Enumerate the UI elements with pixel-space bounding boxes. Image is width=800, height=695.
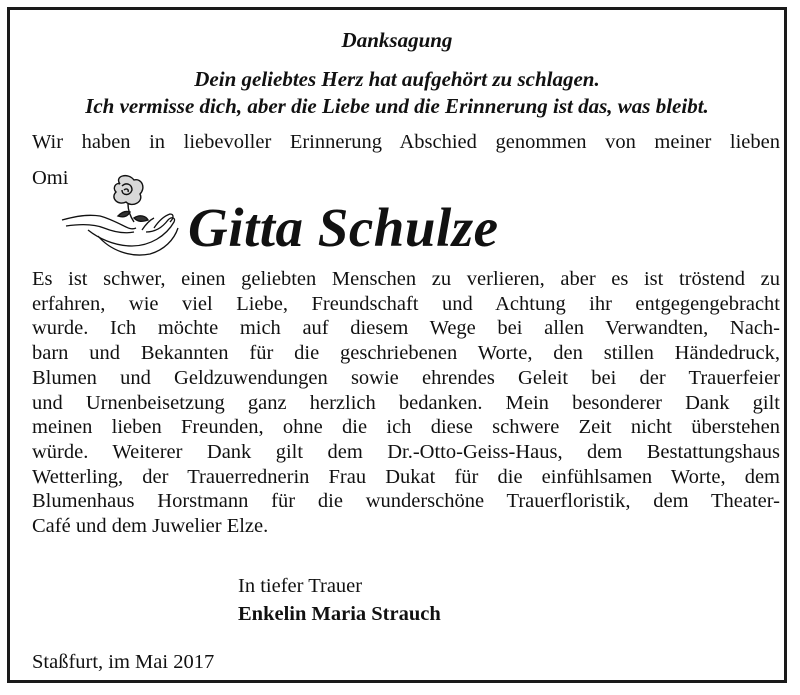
body-line: meinen lieben Freunden, ohne die ich diese schwere Zeit nicht überstehen	[32, 416, 780, 439]
rose-in-hands-icon	[58, 170, 182, 262]
motto-line-1: Dein geliebtes Herz hat aufgehört zu schlagen.	[194, 67, 600, 91]
body-line: Blumen und Geldzuwendungen sowie ehrendes Geleit bei der Trauerfeier	[32, 366, 780, 389]
relation-label: Omi	[32, 167, 69, 189]
place-date: Staßfurt, im Mai 2017	[32, 651, 215, 673]
body-text	[32, 267, 780, 539]
notice-heading: Danksagung	[341, 28, 453, 52]
intro-text: Wir haben in liebevoller Erinnerung Abschied genommen von meiner lieben	[32, 131, 780, 153]
body-line: barn und Bekannten für die geschriebenen Worte, den stillen Händedruck,	[32, 342, 780, 365]
obituary-notice-frame	[7, 7, 787, 683]
body-line: Blumenhaus Horstmann für die wunderschöne Trauerfloristik, dem Theater-	[32, 490, 780, 513]
body-line: Café und dem Juwelier Elze.	[32, 515, 269, 538]
body-line: und Urnenbeisetzung ganz herzlich bedanken. Mein besonderer Dank gilt	[32, 391, 780, 414]
deceased-name: Gitta Schulze	[188, 197, 499, 258]
body-line: Es ist schwer, einen geliebten Menschen zu verlieren, aber es ist tröstend zu	[32, 268, 780, 290]
body-line: würde. Weiterer Dank gilt dem Dr.-Otto-Geiss-Haus, dem Bestattungshaus	[32, 440, 780, 463]
body-line: wurde. Ich möchte mich auf diesem Wege bei allen Verwandten, Nach-	[32, 317, 780, 340]
body-line: Wetterling, der Trauerrednerin Frau Dukat für die einfühlsamen Worte, dem	[32, 465, 780, 488]
signer-name: Enkelin Maria Strauch	[238, 603, 441, 625]
closing-text: In tiefer Trauer	[238, 575, 363, 597]
body-line: erfahren, wie viel Liebe, Freundschaft und Achtung ihr entgegengebracht	[32, 292, 780, 315]
motto-line-2: Ich vermisse dich, aber die Liebe und die Erinnerung ist das, was bleibt.	[85, 94, 709, 118]
